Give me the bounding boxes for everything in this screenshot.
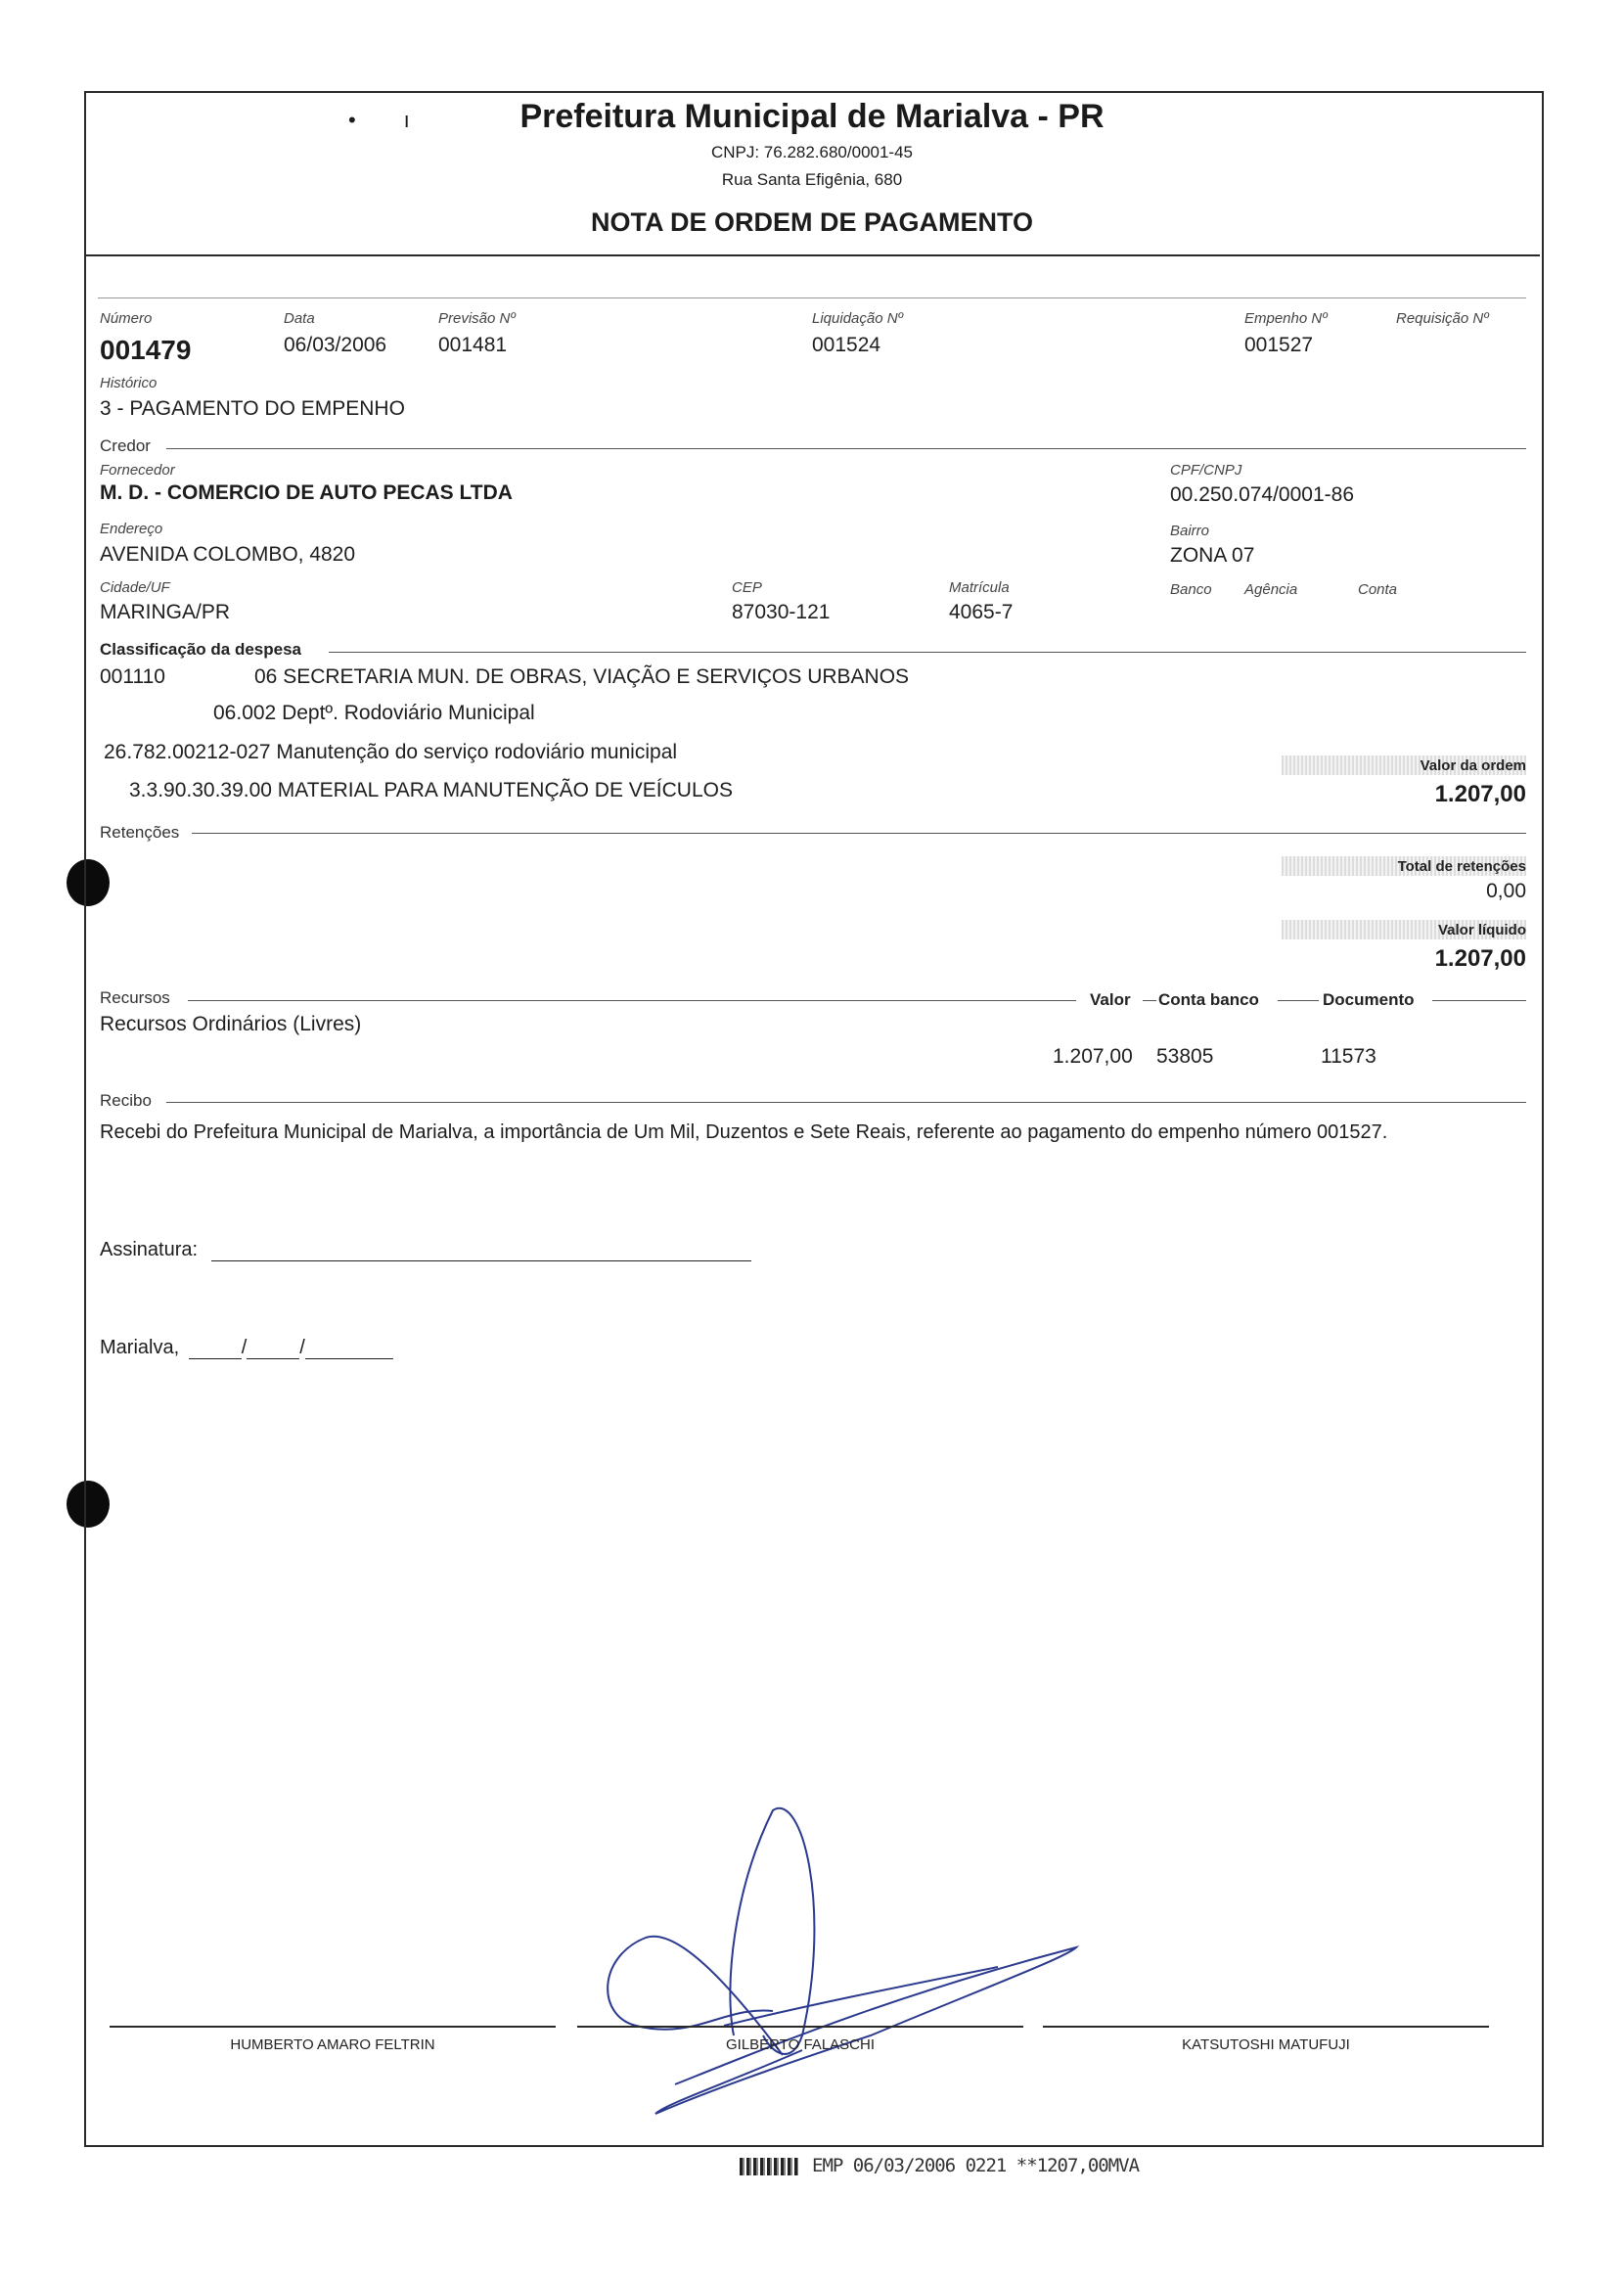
recibo-line bbox=[166, 1102, 1526, 1103]
cep-label: CEP bbox=[732, 579, 762, 596]
matricula-label: Matrícula bbox=[949, 579, 1010, 596]
day-line[interactable] bbox=[189, 1339, 242, 1359]
page-title: Prefeitura Municipal de Marialva - PR bbox=[519, 98, 1105, 135]
valor-liquido-label: Valor líquido bbox=[1437, 922, 1526, 938]
recursos-conta: 53805 bbox=[1156, 1045, 1214, 1068]
bairro-value: ZONA 07 bbox=[1170, 544, 1255, 567]
liquidacao-value: 001524 bbox=[812, 334, 881, 356]
endereco-value: AVENIDA COLOMBO, 4820 bbox=[100, 543, 356, 566]
signature-line-3 bbox=[1043, 2026, 1489, 2028]
numero-label: Número bbox=[100, 310, 153, 327]
data-label: Data bbox=[284, 310, 315, 327]
classificacao-section-label: Classificação da despesa bbox=[100, 640, 302, 659]
signature-name-1: HUMBERTO AMARO FELTRIN bbox=[230, 2036, 435, 2053]
classificacao-programa: 26.782.00212-027 Manutenção do serviço rodoviário municipal bbox=[104, 741, 678, 763]
mechanical-stamp bbox=[740, 2155, 1139, 2176]
retencoes-section-label: Retenções bbox=[100, 823, 180, 842]
stamp-text: EMP 06/03/2006 0221 **1207,00MVA bbox=[812, 2155, 1140, 2176]
fields-top-line bbox=[98, 297, 1526, 298]
recibo-text: Recebi do Prefeitura Municipal de Marialva, a importância de Um Mil, Duzentos e Sete Reais, referente ao pagamento do empenho número 001527. bbox=[100, 1121, 1388, 1143]
signature-name-2: GILBERTO FALASCHI bbox=[726, 2036, 875, 2053]
classificacao-secretaria: 06 SECRETARIA MUN. DE OBRAS, VIAÇÃO E SERVIÇOS URBANOS bbox=[254, 665, 910, 688]
recursos-line-3 bbox=[1278, 1000, 1319, 1001]
handwritten-signature bbox=[577, 1791, 1105, 2124]
assinatura-row bbox=[100, 1239, 751, 1261]
local-data-row: Marialva, / / bbox=[100, 1337, 393, 1359]
signature-name-3: KATSUTOSHI MATUFUJI bbox=[1182, 2036, 1350, 2053]
header-dots: • ı bbox=[348, 108, 410, 132]
endereco-label: Endereço bbox=[100, 521, 163, 537]
address-text: Rua Santa Efigênia, 680 bbox=[721, 170, 903, 189]
credor-section-label: Credor bbox=[100, 436, 151, 455]
requisicao-label: Requisição Nº bbox=[1396, 310, 1489, 327]
matricula-value: 4065-7 bbox=[949, 601, 1014, 623]
local-label: Marialva, bbox=[100, 1337, 180, 1358]
historico-label: Histórico bbox=[100, 375, 158, 391]
valor-ordem-value: 1.207,00 bbox=[1434, 781, 1526, 807]
cpf-value: 00.250.074/0001-86 bbox=[1170, 483, 1355, 506]
numero-value: 001479 bbox=[100, 335, 192, 365]
total-retencoes-value: 0,00 bbox=[1486, 880, 1526, 902]
recursos-section-label: Recursos bbox=[100, 988, 170, 1007]
classificacao-line bbox=[329, 652, 1526, 653]
recursos-valor-header: Valor bbox=[1090, 990, 1131, 1009]
classificacao-code: 001110 bbox=[100, 665, 165, 688]
agencia-label: Agência bbox=[1244, 581, 1298, 598]
cpf-label: CPF/CNPJ bbox=[1170, 462, 1242, 479]
recursos-descricao: Recursos Ordinários (Livres) bbox=[100, 1013, 362, 1035]
assinatura-line[interactable] bbox=[211, 1241, 751, 1261]
retencoes-line bbox=[192, 833, 1526, 834]
fornecedor-label: Fornecedor bbox=[100, 462, 175, 479]
previsao-value: 001481 bbox=[438, 334, 508, 356]
cidade-label: Cidade/UF bbox=[100, 579, 170, 596]
month-line[interactable] bbox=[247, 1339, 299, 1359]
bairro-label: Bairro bbox=[1170, 523, 1210, 539]
signature-line-1 bbox=[110, 2026, 556, 2028]
liquidacao-label: Liquidação Nº bbox=[812, 310, 904, 327]
recursos-valor: 1.207,00 bbox=[1053, 1045, 1133, 1068]
recursos-line-2 bbox=[1143, 1000, 1156, 1001]
recursos-documento-header: Documento bbox=[1323, 990, 1415, 1009]
recursos-line bbox=[188, 1000, 1076, 1001]
empenho-value: 001527 bbox=[1244, 334, 1314, 356]
cep-value: 87030-121 bbox=[732, 601, 831, 623]
conta-label: Conta bbox=[1358, 581, 1398, 598]
total-retencoes-label: Total de retenções bbox=[1397, 858, 1526, 875]
assinatura-label: Assinatura: bbox=[100, 1239, 199, 1260]
recibo-section-label: Recibo bbox=[100, 1091, 152, 1110]
previsao-label: Previsão Nº bbox=[438, 310, 516, 327]
credor-line bbox=[166, 448, 1526, 449]
classificacao-elemento: 3.3.90.30.39.00 MATERIAL PARA MANUTENÇÃO DE VEÍCULOS bbox=[129, 779, 733, 801]
valor-ordem-label: Valor da ordem bbox=[1420, 757, 1526, 774]
data-value: 06/03/2006 bbox=[284, 334, 387, 356]
recursos-line-4 bbox=[1432, 1000, 1526, 1001]
stamp-mark bbox=[740, 2158, 798, 2175]
banco-label: Banco bbox=[1170, 581, 1212, 598]
header-divider bbox=[86, 254, 1540, 256]
classificacao-departamento: 06.002 Deptº. Rodoviário Municipal bbox=[213, 702, 535, 724]
fornecedor-value: M. D. - COMERCIO DE AUTO PECAS LTDA bbox=[100, 481, 513, 504]
recursos-documento: 11573 bbox=[1321, 1045, 1376, 1068]
signature-line-2 bbox=[577, 2026, 1023, 2028]
cidade-value: MARINGA/PR bbox=[100, 601, 231, 623]
empenho-label: Empenho Nº bbox=[1244, 310, 1328, 327]
document-title: NOTA DE ORDEM DE PAGAMENTO bbox=[590, 207, 1033, 237]
cnpj-text: CNPJ: 76.282.680/0001-45 bbox=[710, 143, 914, 161]
valor-liquido-value: 1.207,00 bbox=[1434, 945, 1526, 972]
historico-value: 3 - PAGAMENTO DO EMPENHO bbox=[100, 397, 405, 420]
recursos-conta-header: Conta banco bbox=[1158, 990, 1259, 1009]
year-line[interactable] bbox=[305, 1339, 393, 1359]
